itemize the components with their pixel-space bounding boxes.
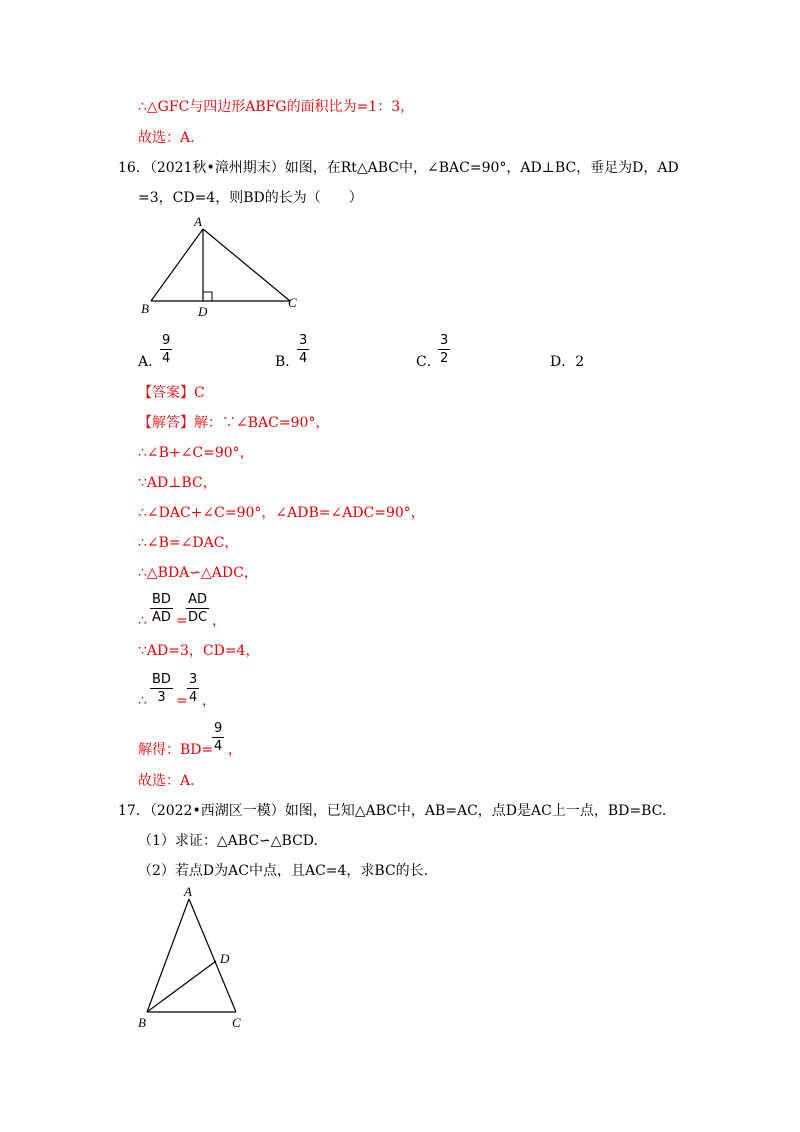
- prev-choice: 故选：A.: [138, 130, 195, 146]
- q16-option-b-letter: B．: [275, 354, 300, 370]
- q16-frac2-left-den: 3: [157, 690, 166, 705]
- q16-label-d: D: [198, 304, 208, 319]
- q16-option-a-den: 4: [162, 351, 171, 366]
- q17-edge-ab: [147, 899, 189, 1012]
- q16-frac2-right-num: 3: [189, 672, 198, 687]
- q16-solve-text: 解得：BD=: [138, 742, 214, 758]
- q16-option-b-den: 4: [299, 351, 308, 366]
- q16-answer: 【答案】C: [138, 385, 205, 401]
- q16-option-c-num: 3: [440, 333, 449, 348]
- q16-frac2-suffix: ，: [202, 693, 216, 709]
- q16-option-c-letter: C．: [416, 354, 441, 370]
- q16-solution-line5: ∴∠B=∠DAC，: [138, 535, 239, 551]
- q16-stem-line1: 16．（2021秋•漳州期末）如图，在Rt△ABC中，∠BAC=90°，AD⊥BC，垂足为D，AD: [118, 160, 679, 176]
- q17-label-c: C: [232, 1015, 241, 1030]
- q16-option-c-den: 2: [440, 351, 449, 366]
- q16-stem-line2: =3，CD=4，则BD的长为（ ）: [138, 190, 363, 206]
- q16-given: ∵AD=3，CD=4，: [138, 643, 260, 659]
- q16-frac1-left-num: BD: [152, 592, 171, 607]
- q16-frac2-right-den: 4: [189, 690, 198, 705]
- q16-frac1-right-den: DC: [188, 610, 208, 625]
- prev-conclusion: ∴△GFC与四边形ABFG的面积比为=1：3，: [138, 99, 415, 115]
- q16-solution-line2: ∴∠B+∠C=90°，: [138, 445, 254, 461]
- q17-label-a: A: [184, 884, 192, 899]
- q16-option-d-letter: D．: [550, 354, 576, 370]
- q16-label-b: B: [141, 301, 149, 316]
- q16-frac1-prefix: ∴: [138, 613, 147, 629]
- q16-label-a: A: [194, 214, 202, 229]
- q16-frac1-left-den: AD: [152, 610, 171, 625]
- q17-label-b: B: [138, 1015, 146, 1030]
- q16-option-a-letter: A．: [138, 354, 163, 370]
- q16-frac1-suffix: ，: [212, 613, 226, 629]
- q16-frac2-left-num: BD: [152, 672, 171, 687]
- q16-option-b-num: 3: [299, 333, 308, 348]
- q17-stem: 17．（2022•西湖区一模）如图，已知△ABC中，AB=AC，点D是AC上一点，BD=BC.: [118, 803, 667, 819]
- q17-label-d: D: [220, 951, 230, 966]
- q17-part2: （2）若点D为AC中点，且AC=4，求BC的长.: [138, 863, 429, 879]
- q16-solve-num: 9: [214, 721, 223, 736]
- q16-label-c: C: [288, 295, 297, 310]
- q16-solution-line3: ∵AD⊥BC，: [138, 475, 217, 491]
- q16-solve-suffix: ，: [228, 742, 242, 758]
- q16-option-a-num: 9: [162, 333, 171, 348]
- q16-solve-den: 4: [214, 739, 223, 754]
- q16-frac2-eq: =: [176, 693, 188, 709]
- q16-option-d-value: 2: [575, 354, 585, 370]
- q16-frac1-right-num: AD: [188, 592, 207, 607]
- q17-segment-bd: [147, 961, 216, 1012]
- q16-solution-line1: 【解答】解：∵∠BAC=90°，: [138, 415, 330, 431]
- q16-frac1-eq: =: [176, 613, 188, 629]
- q16-solution-line6: ∴△BDA∽△ADC，: [138, 565, 258, 581]
- q16-choose: 故选：A.: [138, 773, 195, 789]
- q17-part1: （1）求证：△ABC∽△BCD.: [138, 833, 318, 849]
- q16-frac2-prefix: ∴: [138, 693, 147, 709]
- q16-solution-line4: ∴∠DAC+∠C=90°，∠ADB=∠ADC=90°，: [138, 505, 425, 521]
